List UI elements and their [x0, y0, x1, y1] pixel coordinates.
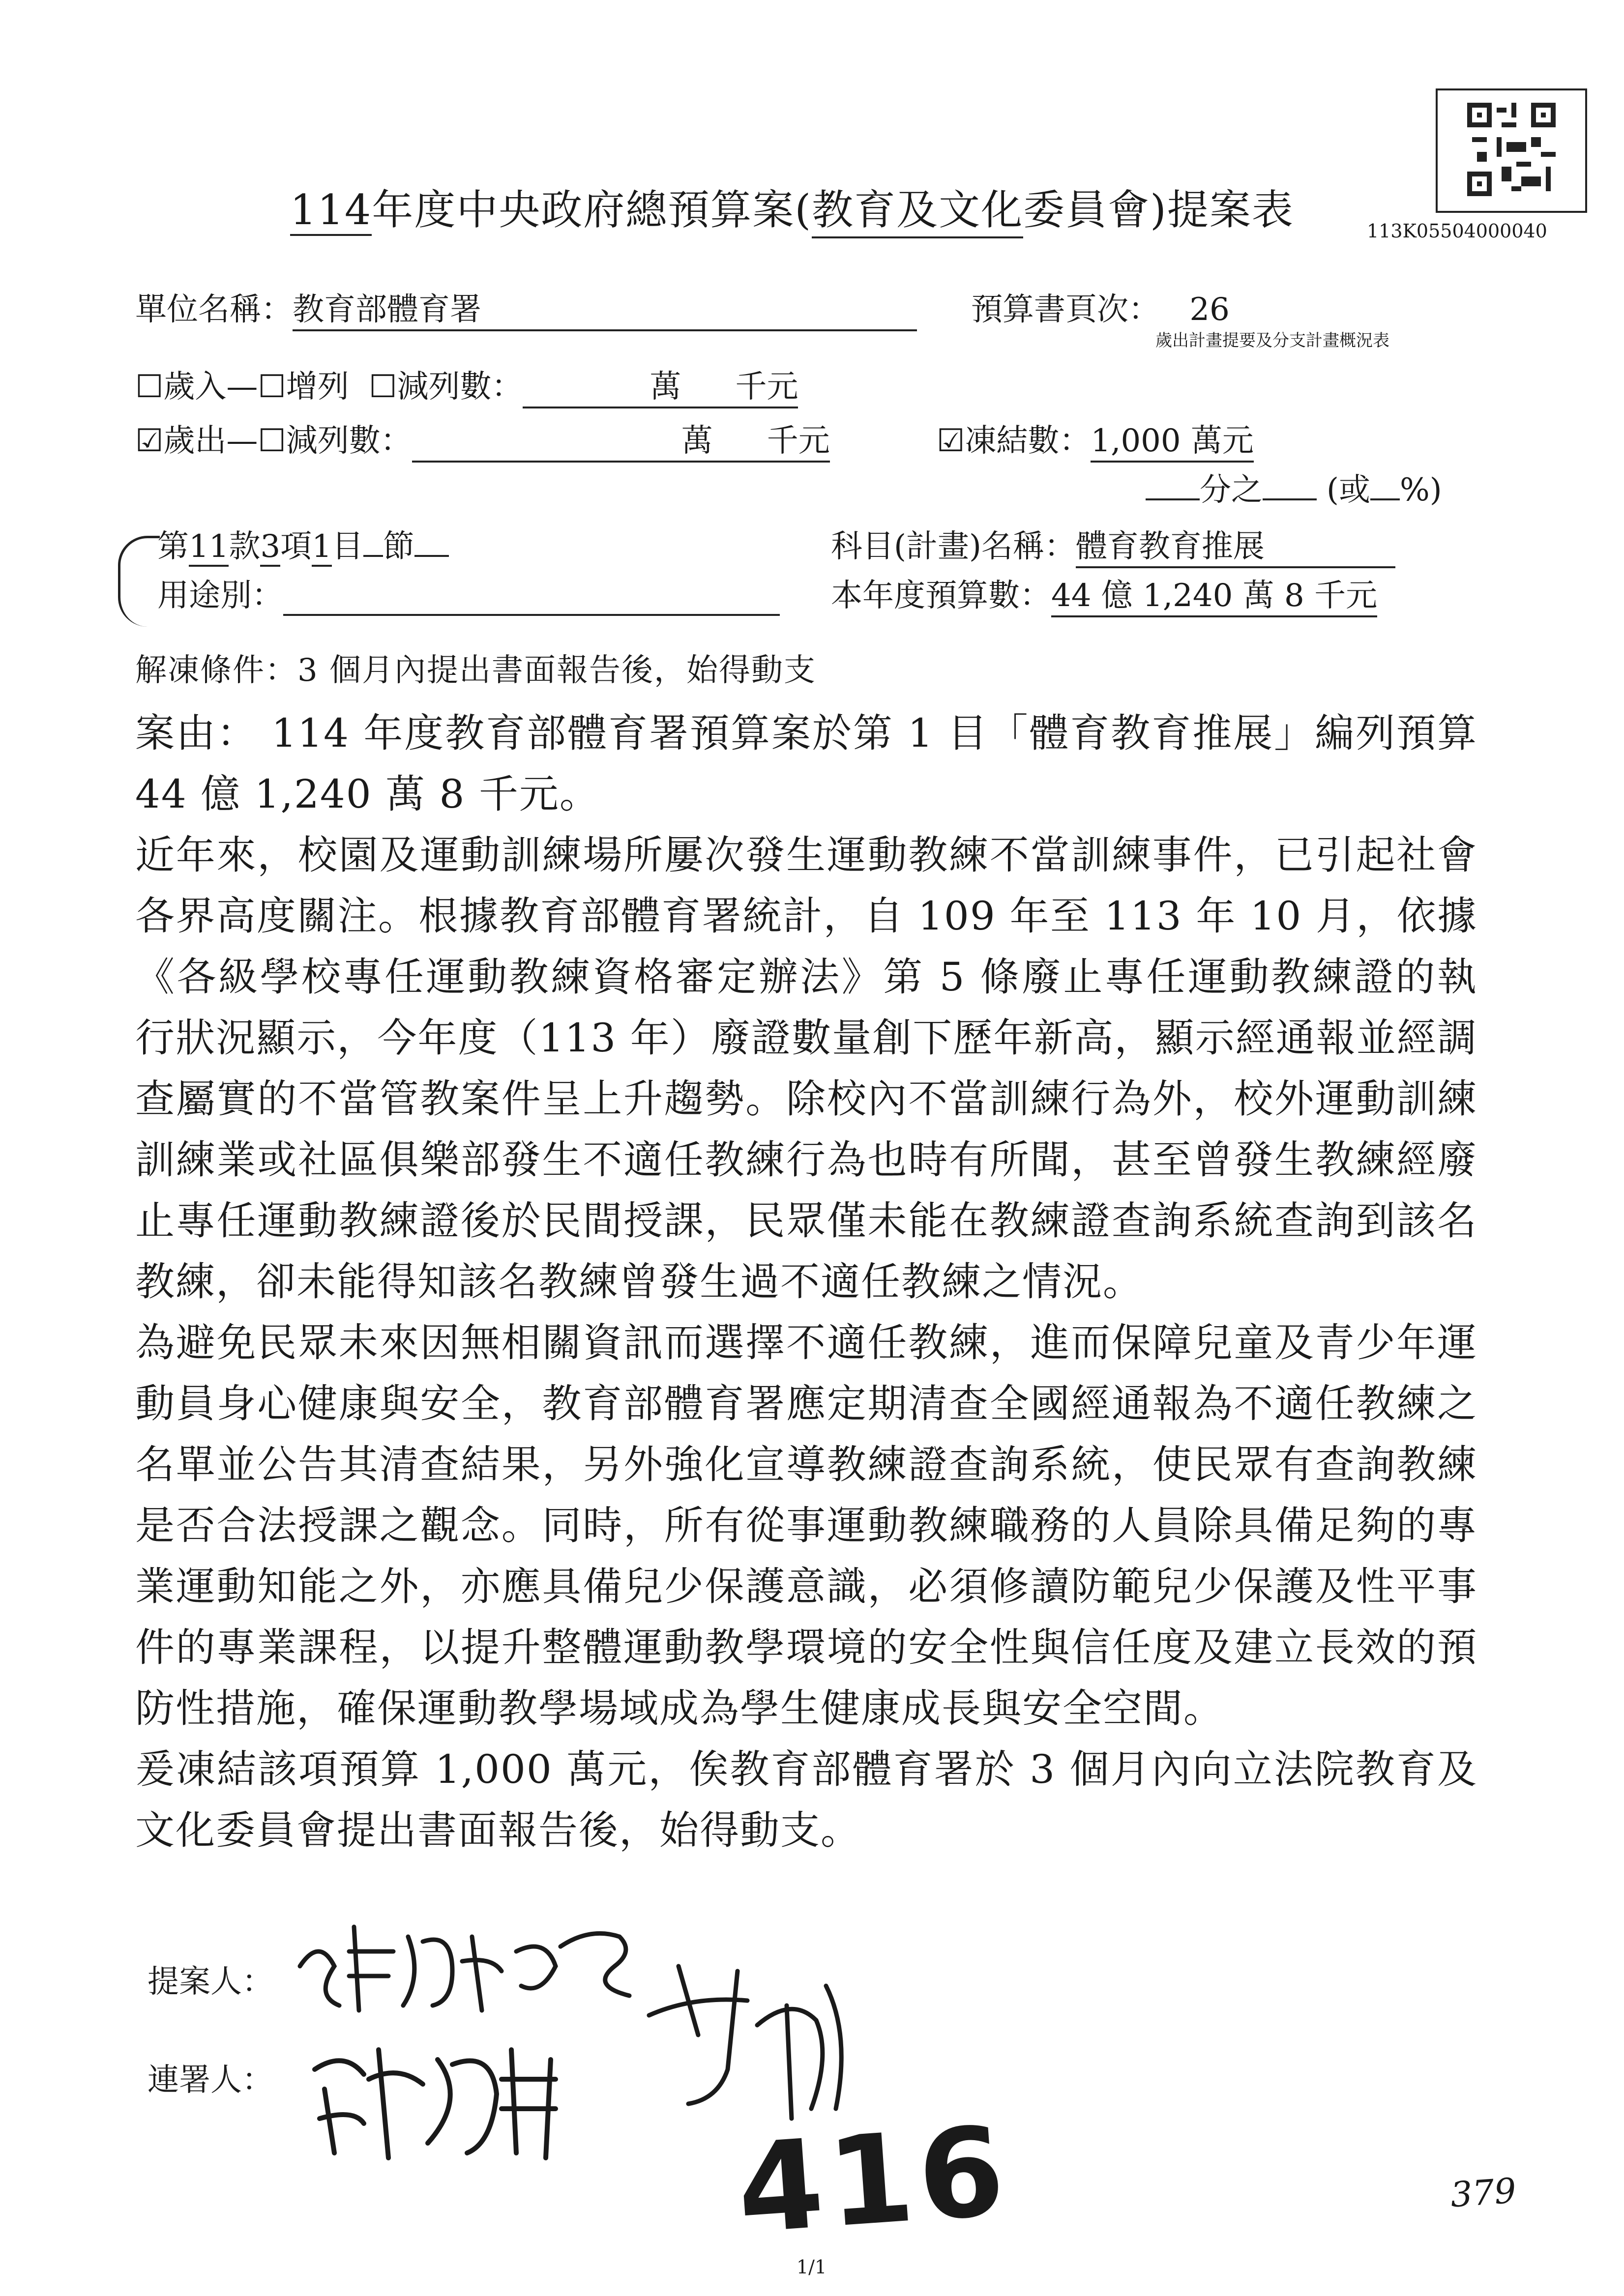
title-committee: 教育及文化 — [812, 177, 1023, 238]
expense-qianyuan: 千元 — [767, 423, 830, 459]
revenue-wan: 萬 — [650, 369, 681, 405]
page-label: 預算書頁次： — [971, 291, 1160, 328]
revenue-row — [135, 361, 798, 408]
revenue-qianyuan: 千元 — [735, 369, 798, 405]
kuan-no: 11 — [189, 528, 229, 567]
ratio-row — [1146, 465, 1442, 510]
unit-label: 單位名稱： — [135, 291, 293, 328]
subject-row — [831, 521, 1395, 568]
title-year: 114 — [290, 186, 372, 236]
revenue-checkbox: ☐歲入— — [135, 369, 258, 405]
body-paragraph-3: 爰凍結該項預算 1,000 萬元，俟教育部體育署於 3 個月內向立法院教育及文化委員會提出書面報告後，始得動支。 — [135, 1746, 1477, 1853]
item-xiang: 項 — [280, 528, 312, 565]
page-note: 歲出計畫提要及分支計畫概況表 — [1155, 331, 1389, 350]
cosigner-signature-1 — [305, 2020, 620, 2168]
subject-label: 科目(計畫)名稱： — [831, 528, 1076, 565]
page-footer: 1/1 — [797, 2256, 827, 2278]
item-di: 第 — [157, 528, 189, 565]
document-code: 113K05504000040 — [1367, 220, 1547, 242]
ratio-huo: (或 — [1327, 472, 1370, 508]
xiang-no: 3 — [260, 528, 280, 567]
expense-checkbox: ☑歲出— — [135, 423, 258, 459]
body-paragraph-1: 近年來，校園及運動訓練場所屢次發生運動教練不當訓練事件，已引起社會各界高度關注。根據教育部體育署統計，自 109 年至 113 年 10 月，依據《各級學校專任運動教練資格審定辦法》第 5 條廢止專任運動教練證的執行狀況顯示，今年度（113 年）廢證數量創下歷年新高，顯示經通報並經調查屬實的不當管教案件呈上升趨勢。除校內不當訓練行為外，校外運動訓練訓練業或社區俱樂部發生不適任教練行為也時有所聞，甚至曾發生教練經廢止專任運動教練證後於民間授課，民眾僅未能在教練證查詢系統查詢到該名教練，卻未能得知該名教練曾發生過不適任教練之情況。 — [135, 832, 1477, 1305]
item-jie: 節 — [383, 528, 414, 565]
cosigner-label: 連署人： — [148, 2062, 273, 2098]
item-kuan: 款 — [229, 528, 261, 565]
unit-row — [135, 284, 917, 331]
ratio-fen: 分之 — [1200, 472, 1263, 508]
ratio-pct: %) — [1399, 472, 1442, 508]
item-mu: 目 — [331, 528, 363, 565]
title-part2: 委員會)提案表 — [1023, 186, 1294, 234]
budget-value: 44 億 1,240 萬 8 千元 — [1051, 570, 1377, 617]
decrease-checkbox: ☐減列數： — [369, 369, 523, 405]
bracket-mark — [118, 536, 160, 627]
qr-code — [1436, 88, 1587, 213]
expense-wan: 萬 — [681, 423, 713, 459]
usage-row — [157, 570, 780, 616]
budget-label: 本年度預算數： — [831, 578, 1051, 614]
unfreeze-condition: 解凍條件：3 個月內提出書面報告後，始得動支 — [135, 652, 817, 689]
budget-row — [831, 570, 1377, 617]
mu-no: 1 — [312, 528, 332, 567]
page-value: 26 — [1189, 291, 1230, 328]
qr-code-pattern — [1467, 103, 1556, 196]
unit-name: 教育部體育署 — [293, 284, 917, 331]
freeze-value: 1,000 萬元 — [1091, 415, 1254, 463]
proposer-signature — [295, 1907, 649, 2025]
corner-number: 379 — [1449, 2170, 1518, 2215]
page-title — [290, 177, 1294, 238]
title-part1: 年度中央政府總預算案( — [372, 186, 812, 234]
page-ref — [971, 284, 1230, 329]
usage-label: 用途別： — [157, 578, 283, 614]
handwritten-number: 416 — [733, 2099, 1014, 2261]
item-row — [157, 521, 449, 567]
expense-row — [135, 415, 830, 463]
subject-value: 體育教育推展 — [1076, 521, 1395, 568]
expense-decrease-checkbox: ☐減列數： — [258, 423, 412, 459]
reason-paragraph: 案由： 114 年度教育部體育署預算案於第 1 目「體育教育推展」編列預算 44 億 1,240 萬 8 千元。 — [135, 710, 1477, 817]
freeze-checkbox: ☑凍結數： — [937, 423, 1091, 459]
proposer-label: 提案人： — [148, 1964, 273, 2000]
increase-checkbox: ☐增列 — [258, 369, 349, 405]
freeze-row — [937, 415, 1254, 463]
body-paragraph-2: 為避免民眾未來因無相關資訊而選擇不適任教練，進而保障兒童及青少年運動員身心健康與安全，教育部體育署應定期清查全國經通報為不適任教練之名單並公告其清查結果，另外強化宣導教練證查詢系統，使民眾有查詢教練是否合法授課之觀念。同時，所有從事運動教練職務的人員除具備足夠的專業運動知能之外，亦應具備兒少保護意識，必須修讀防範兒少保護及性平事件的專業課程，以提升整體運動教學環境的安全性與信任度及建立長效的預防性措施，確保運動教學場域成為學生健康成長與安全空間。 — [135, 1320, 1477, 1731]
